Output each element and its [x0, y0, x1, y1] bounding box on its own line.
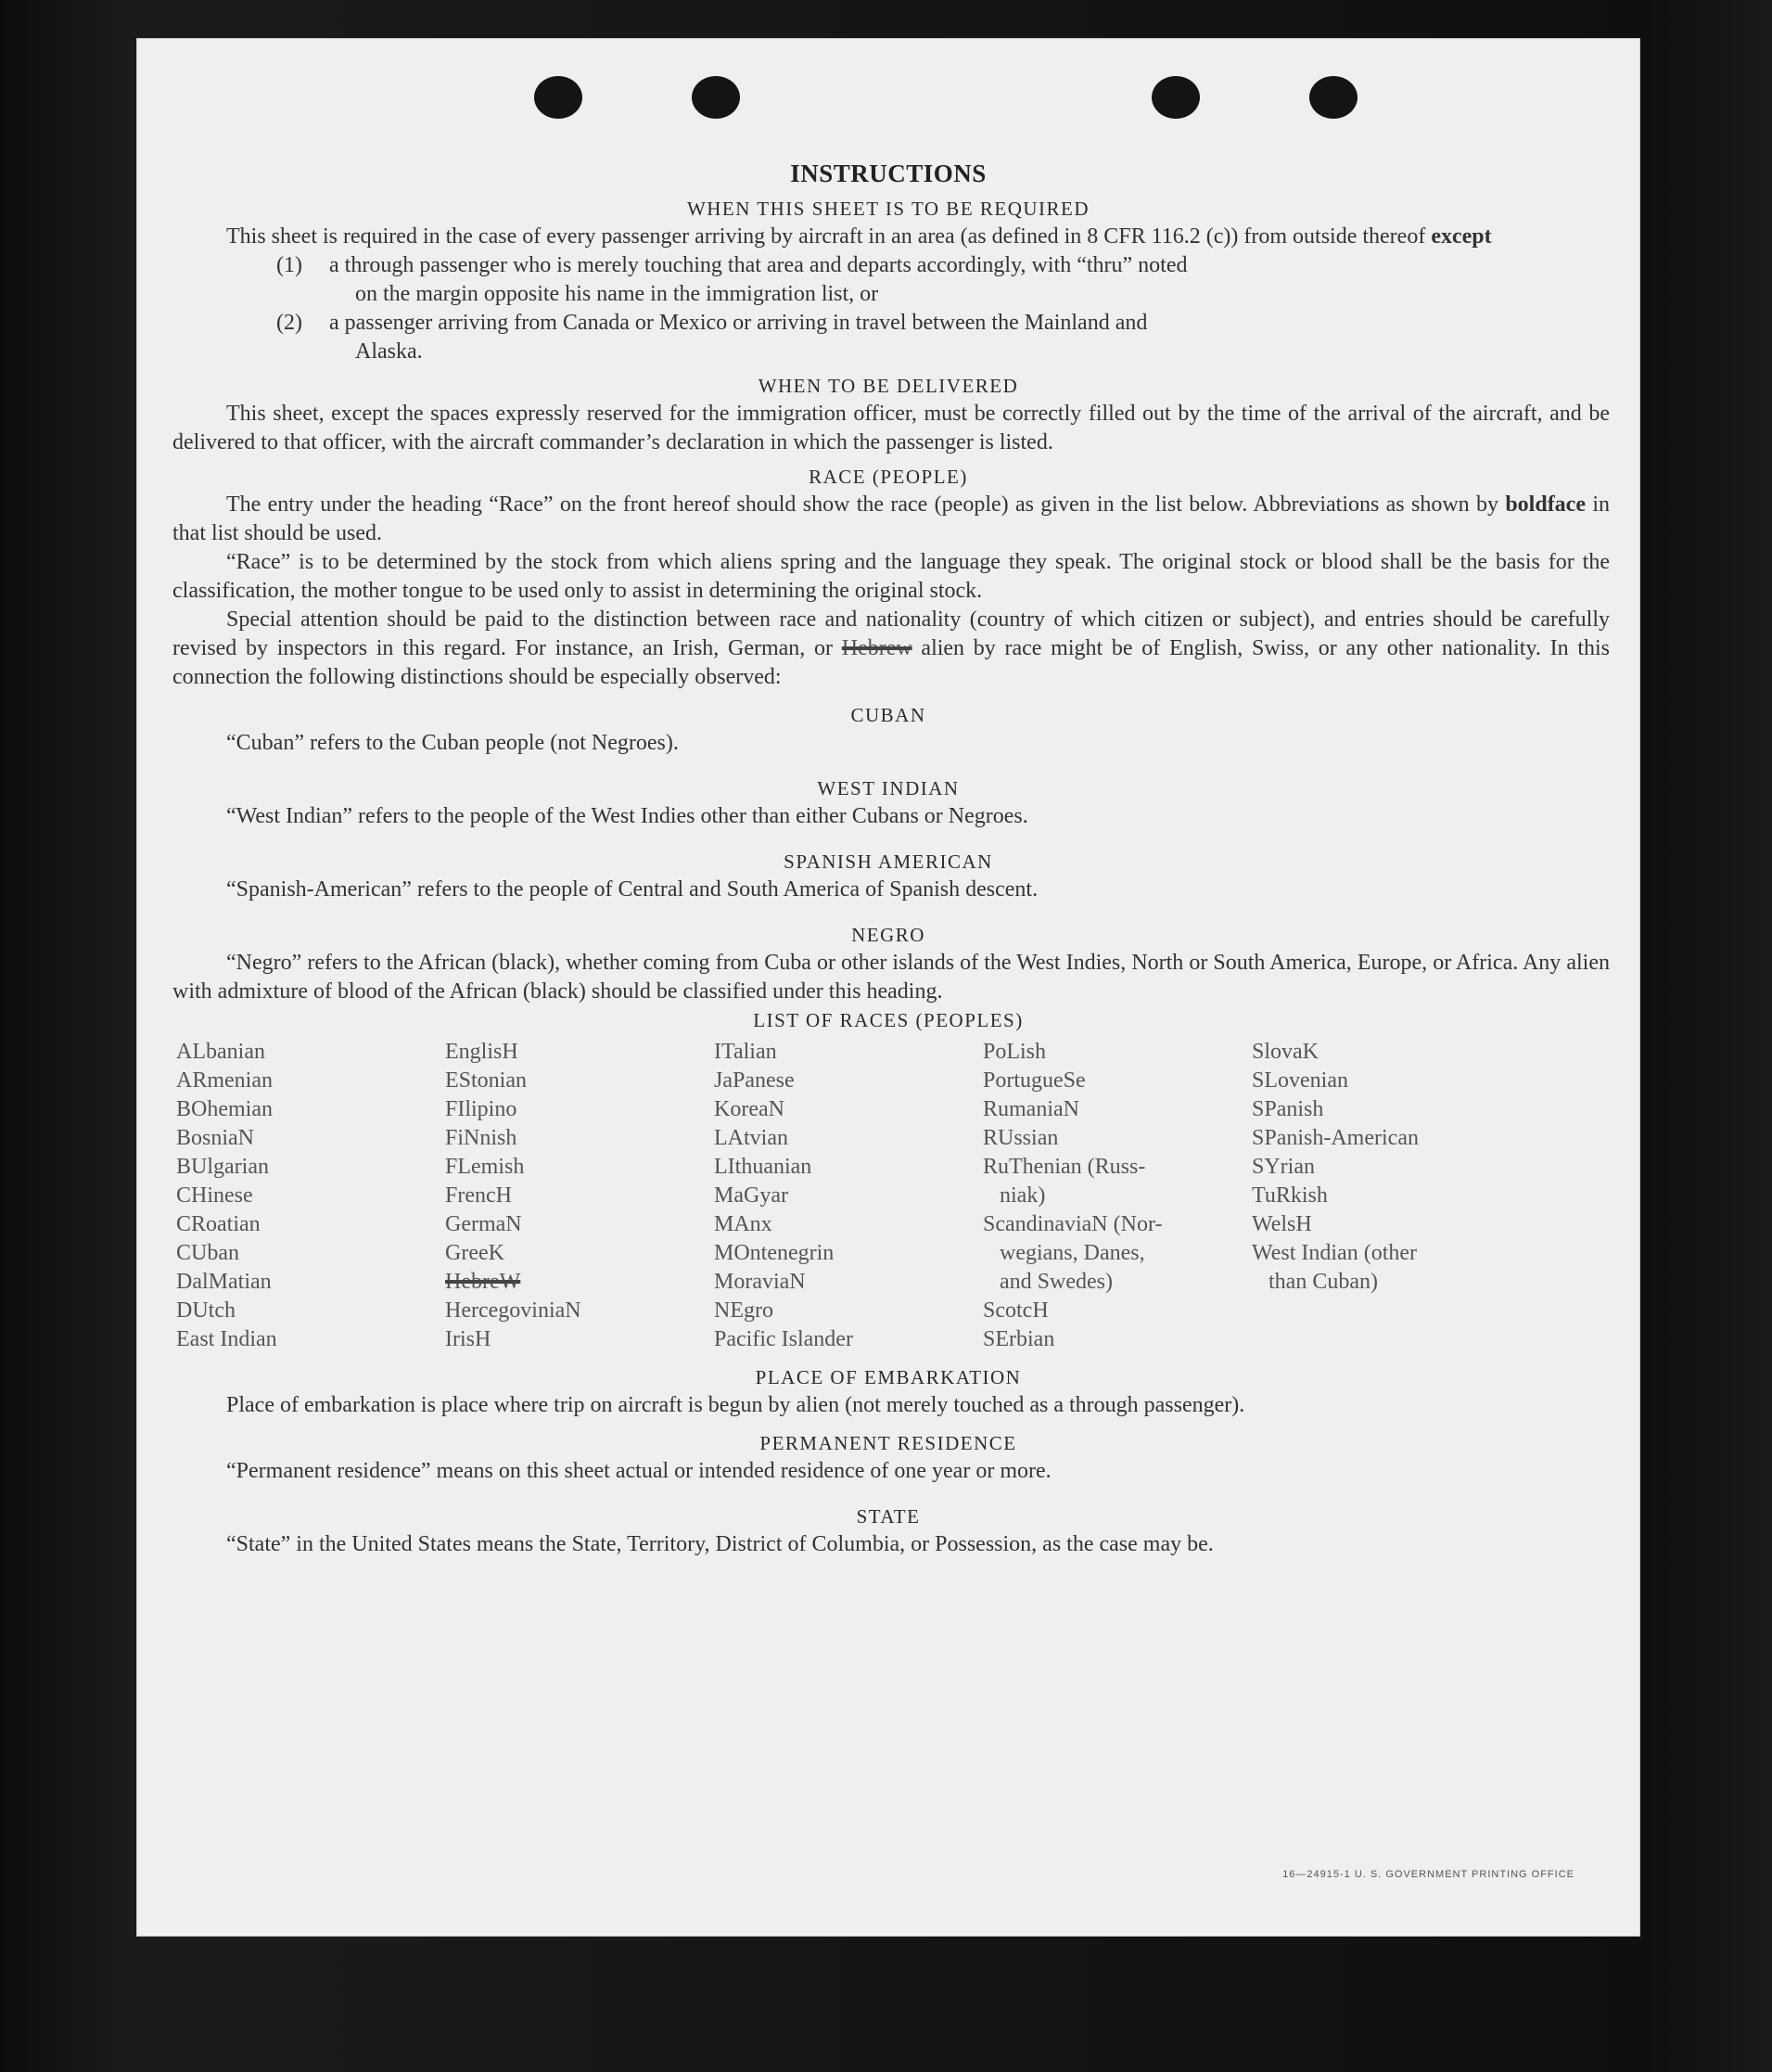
paragraph-text: The entry under the heading “Race” on the front hereof should show the race (people) as given in the list below. Abbreviations as shown by [226, 492, 1506, 517]
race-entry: FrencH [445, 1183, 512, 1208]
paragraph: “State” in the United States means the State, Territory, District of Columbia, or Possession, as the case may be. [226, 1532, 1214, 1556]
race-entry: MoraviaN [714, 1270, 806, 1294]
race-column [983, 1038, 1252, 1354]
paragraph [172, 606, 1610, 692]
race-entry: ITalian [714, 1040, 777, 1064]
paragraph-text: in that list should be used. [172, 492, 1610, 545]
race-entry: RumaniaN [983, 1097, 1079, 1121]
race-entry: niak) [983, 1183, 1046, 1208]
race-entry: MaGyar [714, 1183, 788, 1208]
item-number: (1) [276, 253, 302, 277]
race-entry: CRoatian [176, 1212, 261, 1236]
race-entry: FLemish [445, 1155, 525, 1179]
race-entry: EStonian [445, 1068, 527, 1093]
race-entry: WelsH [1252, 1212, 1312, 1236]
race-entry: CUban [176, 1241, 239, 1265]
paragraph: Place of embarkation is place where trip on aircraft is begun by alien (not merely touched as a through passenger). [226, 1393, 1245, 1417]
paragraph-text: This sheet is required in the case of every passenger arriving by aircraft in an area (as defined in 8 CFR 116.2 (c)) from outside thereof [226, 224, 1432, 249]
item-text: a passenger arriving from Canada or Mexico or arriving in travel between the Mainland and [329, 311, 1148, 335]
page-title: INSTRUCTIONS [790, 160, 987, 187]
race-entry: JaPanese [714, 1068, 795, 1093]
race-entry: FIlipino [445, 1097, 517, 1121]
item-text: on the margin opposite his name in the immigration list, or [355, 282, 879, 306]
section-heading: WHEN THIS SHEET IS TO BE REQUIRED [686, 198, 1090, 220]
race-entry: HercegoviniaN [445, 1298, 581, 1323]
race-entry: LAtvian [714, 1126, 788, 1150]
paragraph-text: alien by race might be of English, Swiss, or any other nationality. In this connection the following distinctions should be especially observed: [172, 636, 1611, 689]
section-heading: RACE (PEOPLE) [809, 466, 968, 488]
race-entry: RUssian [983, 1126, 1059, 1150]
race-entry: SErbian [983, 1327, 1055, 1351]
race-entry: RuThenian (Russ- [983, 1155, 1146, 1179]
race-entry: DalMatian [176, 1270, 272, 1294]
race-list [137, 1038, 1639, 1354]
race-entry: SlovaK [1252, 1040, 1319, 1064]
race-entry: IrisH [445, 1327, 491, 1351]
race-entry: and Swedes) [983, 1270, 1113, 1294]
paragraph: “Cuban” refers to the Cuban people (not Negroes). [226, 731, 679, 755]
race-entry: MAnx [714, 1212, 772, 1236]
paragraph: “Spanish-American” refers to the people of Central and South America of Spanish descent. [226, 877, 1039, 902]
emphasis-text: except [1431, 224, 1492, 249]
item-text: a through passenger who is merely touching that area and departs accordingly, with “thru” noted [329, 253, 1188, 277]
race-entry: FiNnish [445, 1126, 517, 1150]
race-entry: NEgro [714, 1298, 773, 1323]
race-entry: BUlgarian [176, 1155, 269, 1179]
race-entry: DUtch [176, 1298, 236, 1323]
race-column [1252, 1038, 1521, 1354]
printing-office-code: 16—24915-1 U. S. GOVERNMENT PRINTING OFFICE [1282, 1869, 1574, 1880]
punch-hole [1309, 76, 1358, 119]
race-entry: SYrian [1252, 1155, 1315, 1179]
race-entry: ALbanian [176, 1040, 265, 1064]
race-column [176, 1038, 445, 1354]
section-heading: PLACE OF EMBARKATION [755, 1366, 1022, 1388]
paragraph: “Permanent residence” means on this sheet actual or intended residence of one year or more. [226, 1459, 1052, 1483]
section-heading: CUBAN [850, 704, 926, 726]
race-entry: MOntenegrin [714, 1241, 835, 1265]
race-entry: EnglisH [445, 1040, 518, 1064]
item-text: Alaska. [355, 339, 423, 364]
document-sheet [137, 39, 1639, 1936]
race-entry: GermaN [445, 1212, 522, 1236]
race-entry: TuRkish [1252, 1183, 1328, 1208]
race-entry: ScotcH [983, 1298, 1049, 1323]
paragraph: “Race” is to be determined by the stock from which aliens spring and the language they speak. The original stock or blood shall be the basis for the classification, the mother tongue to be used only to assist in determining the original stock. [172, 550, 1610, 603]
race-entry: SPanish [1252, 1097, 1324, 1121]
list-item [137, 309, 1639, 366]
section-heading: LIST OF RACES (PEOPLES) [753, 1009, 1024, 1031]
section-heading: WEST INDIAN [817, 777, 960, 799]
punch-hole [1152, 76, 1200, 119]
race-entry: West Indian (other [1252, 1241, 1418, 1265]
race-entry: wegians, Danes, [983, 1241, 1145, 1265]
race-column [714, 1038, 983, 1354]
struck-word: Hebrew [841, 636, 912, 660]
paragraph [172, 491, 1610, 548]
race-entry: ARmenian [176, 1068, 273, 1093]
section-heading: PERMANENT RESIDENCE [759, 1432, 1017, 1454]
race-entry: CHinese [176, 1183, 253, 1208]
punch-hole [534, 76, 582, 119]
paragraph [172, 223, 1610, 251]
paragraph-text: Special attention should be paid to the distinction between race and nationality (country of which citizen or subject), and entries should be carefully revised by inspectors in this regard. For instance, an Irish, German, or [172, 608, 1610, 660]
race-entry: SPanish-American [1252, 1126, 1419, 1150]
section-heading: WHEN TO BE DELIVERED [758, 375, 1019, 397]
paragraph: “West Indian” refers to the people of the West Indies other than either Cubans or Negroes. [226, 804, 1028, 828]
paragraph: This sheet, except the spaces expressly reserved for the immigration officer, must be correctly filled out by the time of the arrival of the aircraft, and be delivered to that officer, with the aircraft commander’s declaration in which the passenger is listed. [172, 402, 1610, 454]
race-column [445, 1038, 714, 1354]
emphasis-text: boldface [1505, 492, 1586, 517]
race-entry: ScandinaviaN (Nor- [983, 1212, 1163, 1236]
race-entry: GreeK [445, 1241, 504, 1265]
list-item [137, 251, 1639, 309]
race-entry: PortugueSe [983, 1068, 1086, 1093]
item-number: (2) [276, 311, 302, 335]
section-heading: STATE [856, 1505, 921, 1528]
race-entry: Pacific Islander [714, 1327, 853, 1351]
race-entry: East Indian [176, 1327, 277, 1351]
race-entry: SLovenian [1252, 1068, 1348, 1093]
race-entry: PoLish [983, 1040, 1047, 1064]
document-body [137, 158, 1639, 1559]
section-heading: NEGRO [851, 924, 925, 946]
race-entry: than Cuban) [1252, 1270, 1378, 1294]
section-heading: SPANISH AMERICAN [784, 851, 993, 873]
race-entry: LIthuanian [714, 1155, 812, 1179]
race-entry: HebreW [445, 1270, 521, 1294]
race-entry: BosniaN [176, 1126, 254, 1150]
paragraph: “Negro” refers to the African (black), whether coming from Cuba or other islands of the West Indies, North or South America, Europe, or Africa. Any alien with admixture of blood of the African (black) should be classified under this heading. [172, 951, 1610, 1004]
race-entry: KoreaN [714, 1097, 784, 1121]
race-entry: BOhemian [176, 1097, 273, 1121]
punch-hole [692, 76, 740, 119]
